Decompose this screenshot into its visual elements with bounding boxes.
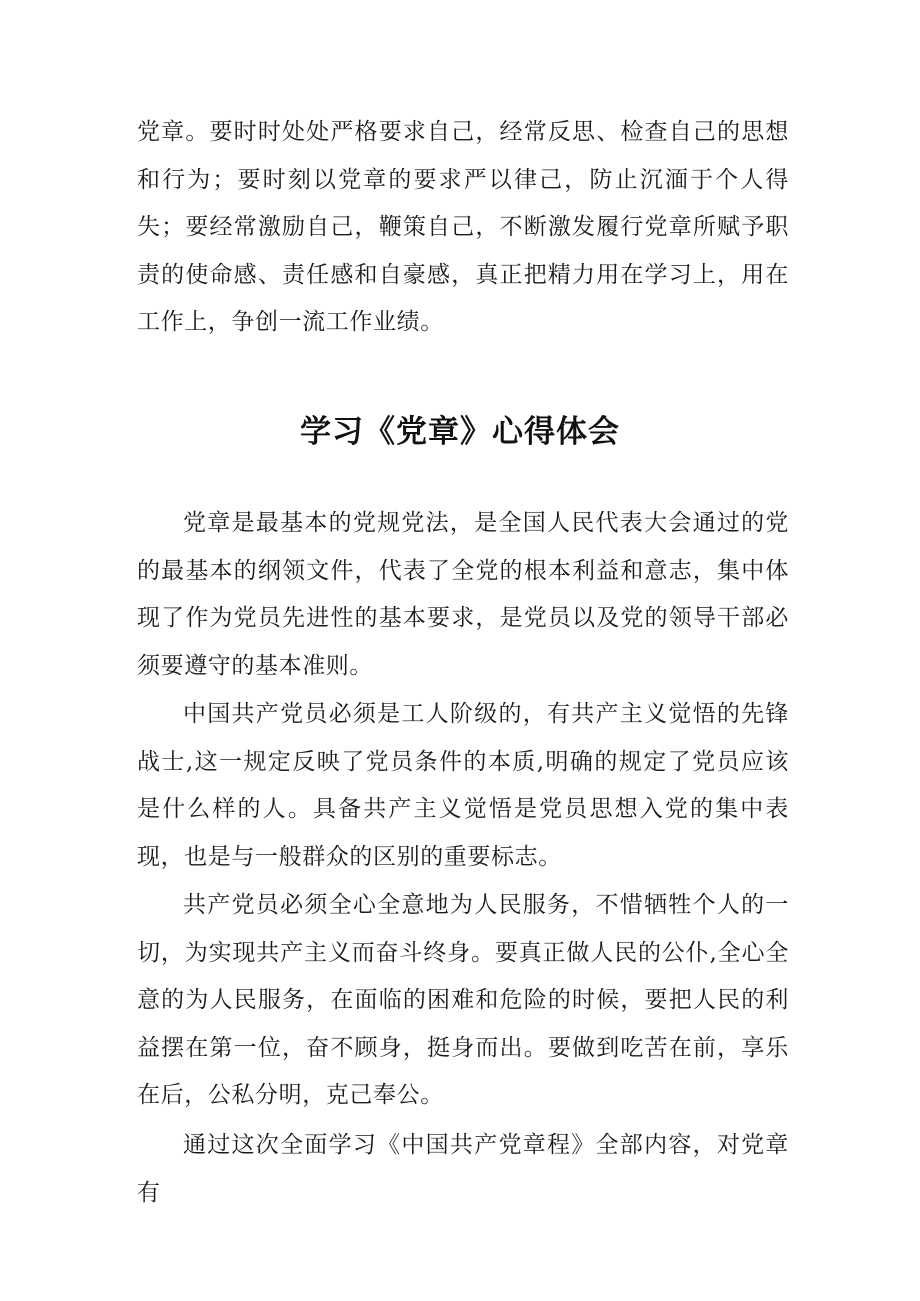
body-paragraph-2: 中国共产党员必须是工人阶级的，有共产主义觉悟的先锋战士,这一规定反映了党员条件的本质,明确的规定了党员应该是什么样的人。具备共产主义觉悟是党员思想入党的集中表现，也是与一般群众的区别的重要标志。 (137, 701, 789, 870)
document-title: 学习《党章》心得体会 (300, 414, 620, 450)
continuation-paragraph: 党章。要时时处处严格要求自己，经常反思、检查自己的思想和行为；要时刻以党章的要求严以律己，防止沉湎于个人得失；要经常激励自己，鞭策自己，不断激发履行党章所赋予职责的使命感、责任感和自豪感，真正把精力用在学习上，用在工作上，争创一流工作业绩。 (137, 119, 789, 335)
body-paragraph-4: 通过这次全面学习《中国共产党章程》全部内容，对党章有 (137, 1132, 789, 1206)
body-paragraph-3: 共产党员必须全心全意地为人民服务，不惜牺牲个人的一切，为实现共产主义而奋斗终身。要真正做人民的公仆,全心全意的为人民服务，在面临的困难和危险的时候，要把人民的利益摆在第一位，奋不顾身，挺身而出。要做到吃苦在前，享乐在后，公私分明，克己奉公。 (137, 892, 789, 1108)
body-paragraph-1: 党章是最基本的党规党法，是全国人民代表大会通过的党的最基本的纲领文件，代表了全党的根本利益和意志，集中体现了作为党员先进性的基本要求，是党员以及党的领导干部必须要遵守的基本准则。 (137, 510, 789, 679)
